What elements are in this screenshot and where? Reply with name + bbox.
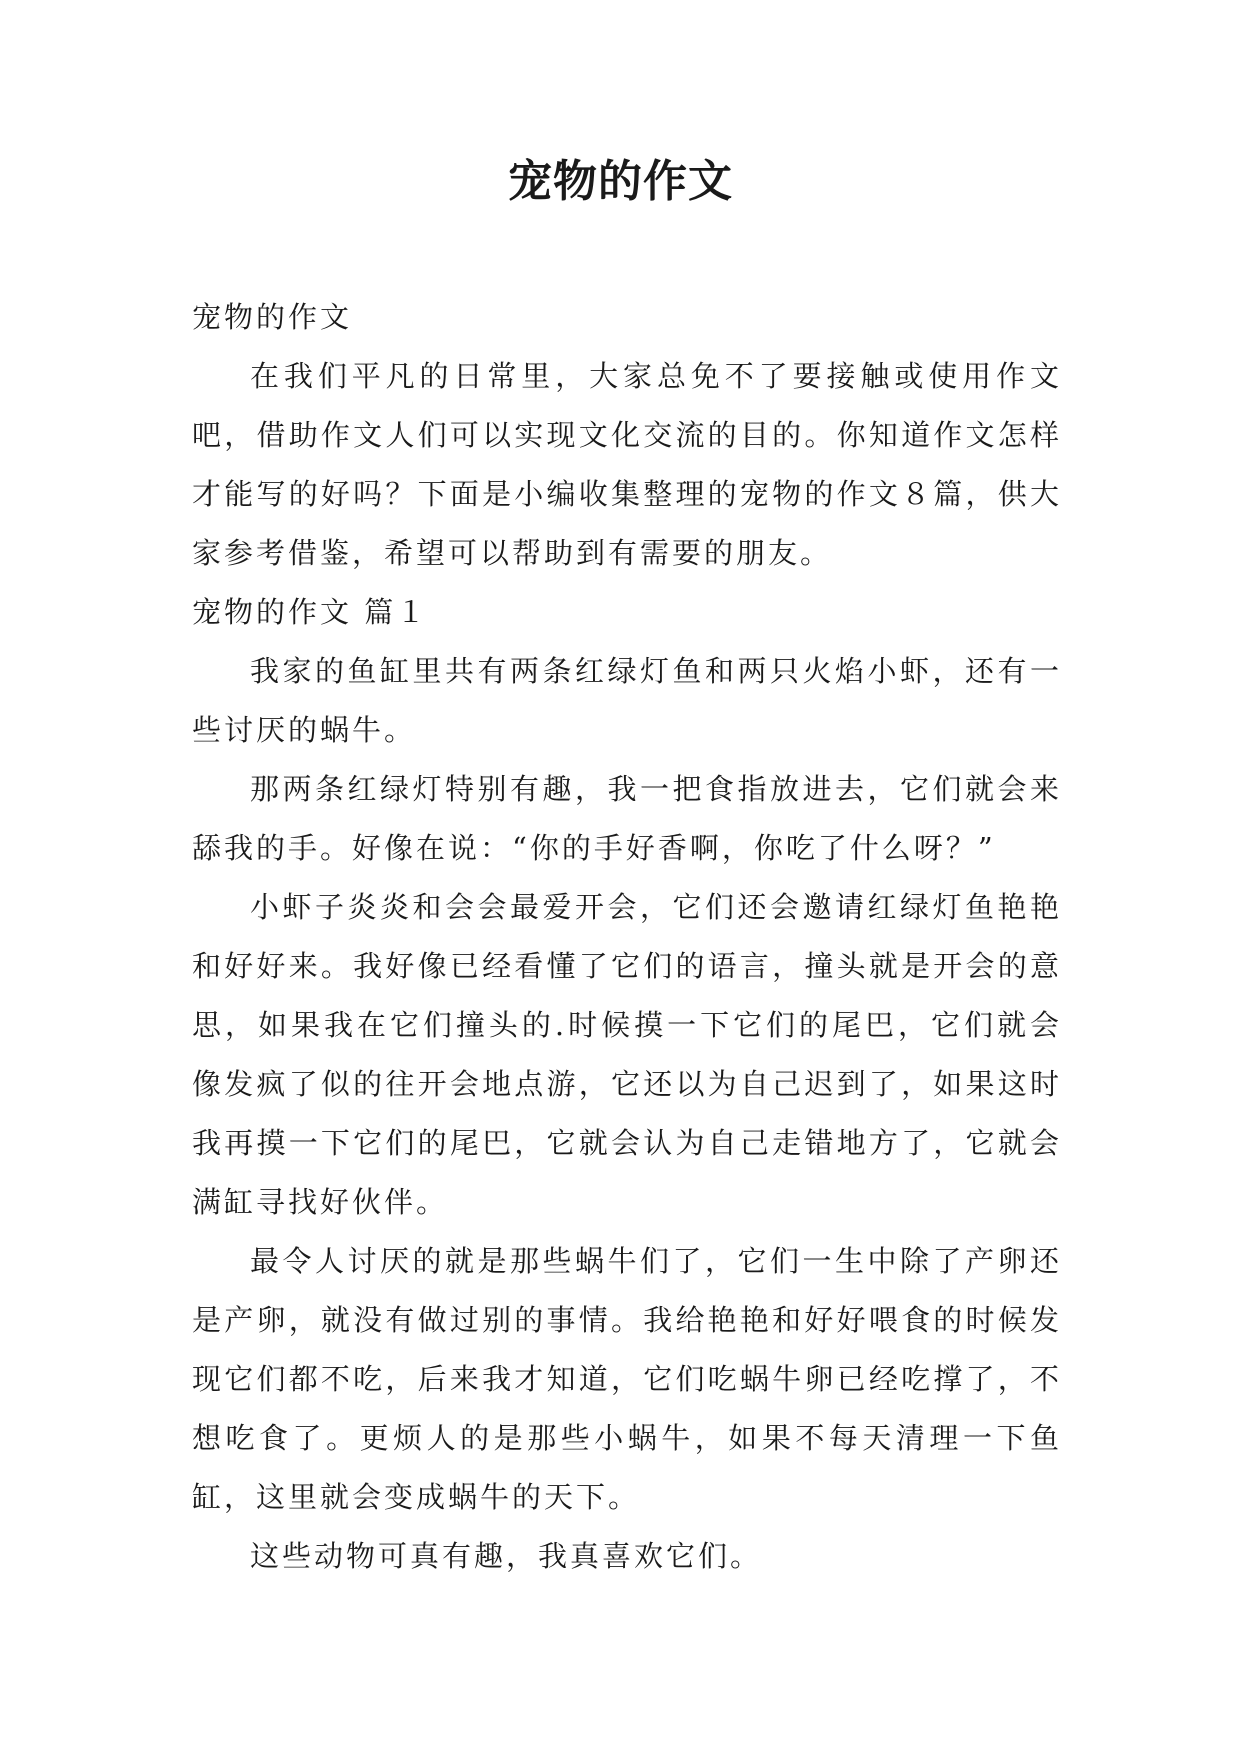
section-heading: 宠物的作文 篇１ (192, 595, 429, 629)
paragraph: 最令人讨厌的就是那些蜗牛们了，它们一生中除了产卵还是产卵，就没有做过别的事情。我给艳艳和好好喂食的时候发现它们都不吃，后来我才知道，它们吃蜗牛卵已经吃撑了，不想吃食了。更烦人的是那些小蜗牛，如果不每天清理一下鱼缸，这里就会变成蜗牛的天下。 (192, 1244, 1062, 1514)
intro-paragraph: 在我们平凡的日常里，大家总免不了要接触或使用作文吧，借助作文人们可以实现文化交流的目的。你知道作文怎样才能写的好吗？下面是小编收集整理的宠物的作文８篇，供大家参考借鉴，希望可以帮助到有需要的朋友。 (192, 359, 1062, 570)
paragraph: 这些动物可真有趣，我真喜欢它们。 (250, 1539, 763, 1573)
paragraph: 那两条红绿灯特别有趣，我一把食指放进去，它们就会来舔我的手。好像在说：“你的手好香啊，你吃了什么呀？” (192, 772, 1062, 865)
subtitle: 宠物的作文 (192, 300, 353, 334)
document-body (192, 288, 1062, 1586)
paragraph: 我家的鱼缸里共有两条红绿灯鱼和两只火焰小虾，还有一些讨厌的蜗牛。 (192, 654, 1062, 747)
document-title: 宠物的作文 (508, 156, 733, 207)
paragraph: 小虾子炎炎和会会最爱开会，它们还会邀请红绿灯鱼艳艳和好好来。我好像已经看懂了它们的语言，撞头就是开会的意思，如果我在它们撞头的.时候摸一下它们的尾巴，它们就会像发疯了似的往开会地点游，它还以为自己迟到了，如果这时我再摸一下它们的尾巴，它就会认为自己走错地方了，它就会满缸寻找好伙伴。 (192, 890, 1062, 1219)
